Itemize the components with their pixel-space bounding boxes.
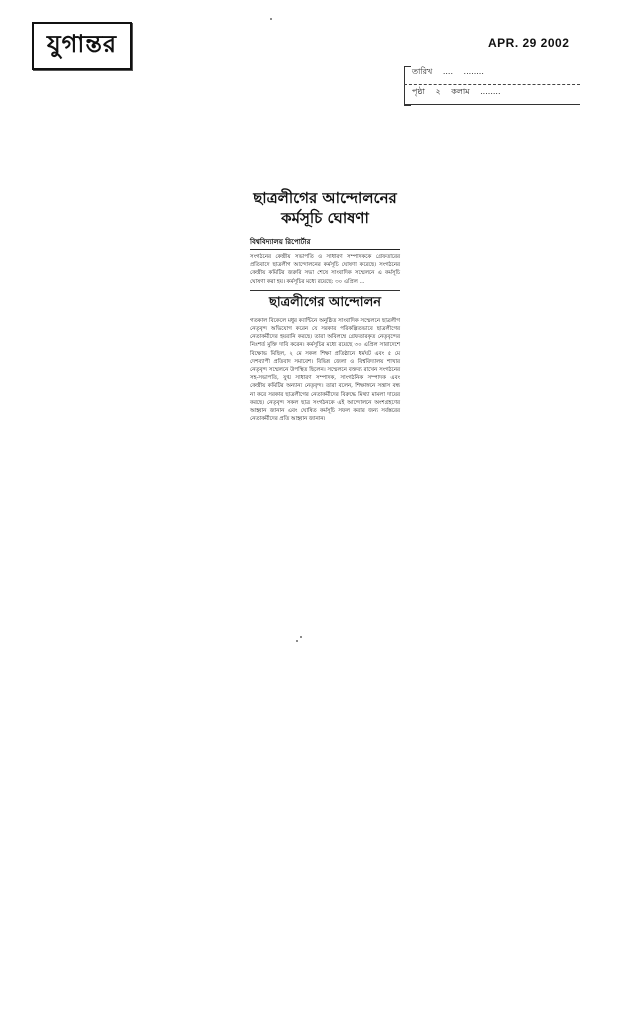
article-intro: সংগঠনের কেন্দ্রীয় সভাপতি ও সাধারণ সম্পাদককে গ্রেফতারের প্রতিবাদে ছাত্রলীগ আন্দোলনের কর্মসূচি ঘোষণা করেছে। সংগঠনের কেন্দ্রীয় কমিটির জরুরি সভা শেষে সাংবাদিক সম্মেলনে এ কর্মসূচি ঘোষণা করা হয়। কর্মসূচির মধ্যে রয়েছে: ৩০ এপ্রিল ... [250, 254, 400, 285]
form-date-label: তারিখ [412, 67, 433, 76]
form-column-label: কলাম [451, 87, 470, 96]
article-byline: বিশ্ববিদ্যালয় রিপোর্টার [250, 236, 400, 250]
form-date-dots-1: .... [442, 67, 453, 76]
news-clipping [250, 188, 400, 603]
date-stamp: APR. 29 2002 [488, 36, 570, 50]
article-headline [250, 188, 400, 228]
form-column-value: ........ [480, 87, 501, 96]
form-page-label: পৃষ্ঠা [412, 87, 425, 96]
headline-line-2: কর্মসূচি ঘোষণা [281, 209, 369, 227]
scan-speck [270, 18, 272, 20]
headline-line-1: ছাত্রলীগের আন্দোলনের [253, 189, 397, 207]
article-body: গতকাল বিকেলে মধুর ক্যান্টিনে অনুষ্ঠিত সাংবাদিক সম্মেলনে ছাত্রলীগ নেতৃবৃন্দ অভিযোগ করেন যে সরকার পরিকল্পিতভাবে ছাত্রলীগের নেতাকর্মীদের হয়রানি করছে। তারা অবিলম্বে গ্রেফতারকৃত নেতৃবৃন্দের নিঃশর্ত মুক্তি দাবি করেন। কর্মসূচির মধ্যে রয়েছে ৩০ এপ্রিল সারাদেশে বিক্ষোভ মিছিল, ২ মে সকল শিক্ষা প্রতিষ্ঠানে ধর্মঘট এবং ৫ মে দেশব্যাপী প্রতিবাদ সমাবেশ। বিভিন্ন জেলা ও বিশ্ববিদ্যালয় শাখার নেতৃবৃন্দ সম্মেলনে উপস্থিত ছিলেন। সম্মেলনে বক্তব্য রাখেন সংগঠনের সহ-সভাপতি, যুগ্ম সাধারণ সম্পাদক, সাংগঠনিক সম্পাদক এবং কেন্দ্রীয় কমিটির অন্যান্য নেতৃবৃন্দ। তারা বলেন, শিক্ষাঙ্গনে সন্ত্রাস বন্ধ না করে সরকার ছাত্রলীগের নেতাকর্মীদের বিরুদ্ধে মিথ্যা মামলা দায়ের করছে। নেতৃবৃন্দ সকল ছাত্র সংগঠনকে এই আন্দোলনে অংশগ্রহণের আহ্বান জানান এবং ঘোষিত কর্মসূচি সফল করার জন্য সর্বস্তরের নেতাকর্মীদের প্রতি আহ্বান জানান। [250, 317, 400, 423]
form-date-dots-2: ........ [463, 67, 484, 76]
form-page-value: ২ [435, 87, 441, 96]
clipping-form [404, 66, 580, 106]
article-subhead: ছাত্রলীগের আন্দোলন [250, 290, 400, 314]
form-row-date [404, 66, 580, 85]
newspaper-masthead: যুগান্তর [32, 22, 132, 70]
form-row-page [404, 86, 580, 105]
scan-speck [296, 640, 298, 642]
scan-speck [300, 636, 302, 638]
